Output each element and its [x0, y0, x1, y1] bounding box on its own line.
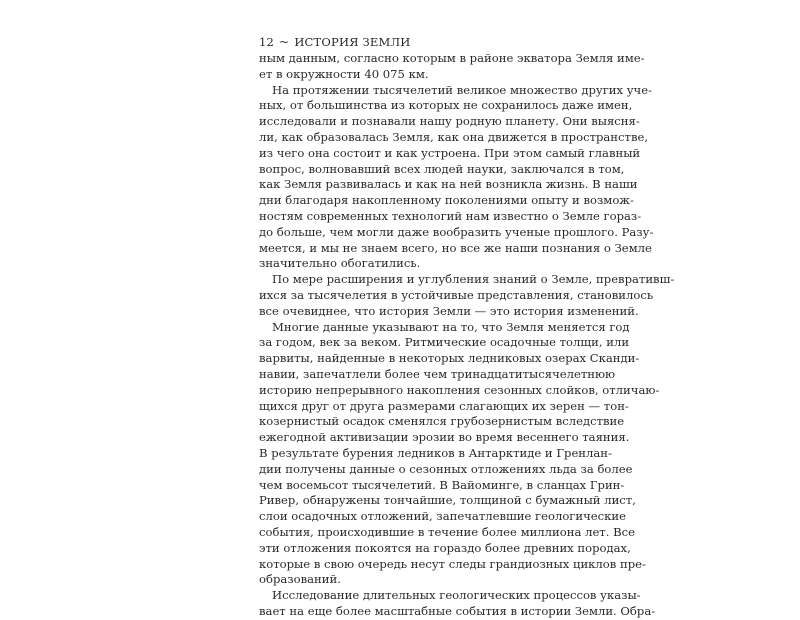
page-number: 12	[259, 35, 275, 49]
text-line: Многие данные указывают на то, что Земля меняется год	[272, 319, 630, 334]
paragraph	[259, 319, 660, 589]
text-line: щихся друг от друга размерами слагающих их зерен — тон-	[259, 398, 629, 413]
text-line: варвиты, найденные в некоторых ледниковых озерах Сканди-	[259, 351, 640, 366]
text-line: вопрос, волновавший всех людей науки, заключался в том,	[259, 161, 625, 176]
text-line: ностям современных технологий нам известно о Земле гораз-	[259, 208, 642, 223]
text-line: ных, от большинства из которых не сохранилось даже имен,	[259, 98, 633, 113]
text-line: вает на еще более масштабные события в истории Земли. Обра-	[259, 603, 656, 618]
text-line: ли, как образовалась Земля, как она движется в пространстве,	[259, 129, 649, 144]
paragraph	[259, 51, 645, 83]
text-line: как Земля развивалась и как на ней возникла жизнь. В наши	[259, 177, 638, 192]
paragraph	[259, 82, 654, 273]
text-line: ежегодной активизации эрозии во время весеннего таяния.	[259, 430, 630, 445]
text-line: до больше, чем могли даже вообразить ученые прошлого. Разу-	[259, 224, 654, 239]
text-line: ет в окружности 40 075 км.	[259, 66, 429, 81]
text-line: все очевиднее, что история Земли — это история изменений.	[259, 303, 639, 318]
text-line: образований.	[259, 572, 341, 587]
text-line: На протяжении тысячелетий великое множество других уче-	[272, 82, 652, 97]
text-line: ихся за тысячелетия в устойчивые представления, становилось	[259, 287, 654, 302]
text-line: слои осадочных отложений, запечатлевшие геологические	[259, 509, 626, 524]
running-title: ИСТОРИЯ ЗЕМЛИ	[294, 35, 411, 49]
text-line: ным данным, согласно которым в районе экватора Земля име-	[259, 51, 645, 65]
header-ornament: ~	[279, 35, 290, 49]
text-line: историю непрерывного накопления сезонных слойков, отличаю-	[259, 382, 660, 397]
text-line: дии получены данные о сезонных отложениях льда за более	[259, 461, 633, 476]
text-line: Исследование длительных геологических процессов указы-	[272, 588, 641, 603]
text-line: По мере расширения и углубления знаний о Земле, превративш-	[272, 272, 675, 287]
text-line: за годом, век за веком. Ритмические осадочные толщи, или	[259, 335, 630, 350]
paragraph	[259, 588, 656, 620]
text-line: козернистый осадок сменялся грубозернистым вследствие	[259, 414, 625, 429]
text-line: навии, запечатлели более чем тринадцатитысячелетнюю	[259, 366, 616, 381]
paragraph	[259, 272, 675, 319]
text-line: Ривер, обнаружены тончайшие, толщиной с бумажный лист,	[259, 493, 636, 508]
text-line: исследовали и познавали нашу родную планету. Они выясня-	[259, 114, 640, 129]
text-line: значительно обогатились.	[259, 256, 421, 271]
running-header	[259, 35, 411, 49]
text-line: из чего она состоит и как устроена. При этом самый главный	[259, 145, 641, 160]
body-text	[259, 51, 675, 620]
text-line: чем восемьсот тысячелетий. В Вайоминге, в сланцах Грин-	[259, 477, 625, 492]
text-line: меется, и мы не знаем всего, но все же наши познания о Земле	[259, 240, 652, 255]
text-line: события, происходившие в течение более миллиона лет. Все	[259, 524, 635, 539]
text-line: эти отложения покоятся на гораздо более древних породах,	[259, 540, 631, 555]
text-line: В результате бурения ледников в Антарктиде и Гренлан-	[259, 445, 612, 460]
text-line: дни благодаря накопленному поколениями опыту и возмож-	[259, 193, 634, 208]
text-line: которые в свою очередь несут следы грандиозных циклов пре-	[259, 556, 646, 571]
